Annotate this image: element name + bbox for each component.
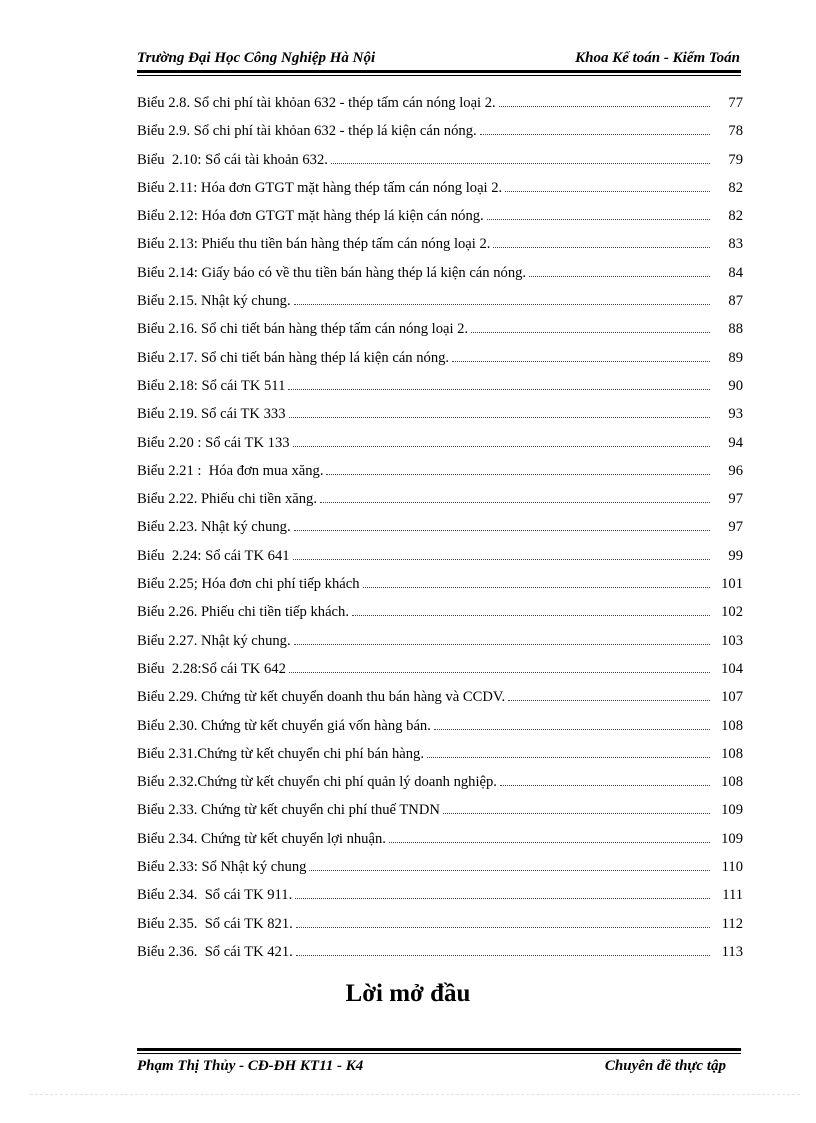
header-school-name: Trường Đại Học Công Nghiệp Hà Nội [137,50,376,66]
toc-entry [137,660,743,688]
toc-entry [137,830,743,858]
toc-entry-page: 78 [728,123,743,140]
toc-entry [137,632,743,660]
toc-entry-page: 103 [721,632,743,649]
toc-entry [137,801,743,829]
toc-entry-label: Biểu 2.10: Sổ cái tài khoản 632. [137,151,328,168]
toc-entry-label: Biểu 2.25; Hóa đơn chi phí tiếp khách [137,576,360,593]
toc-entry-label: Biểu 2.33: Sổ Nhật ký chung [137,859,307,876]
toc-entry-page: 83 [728,236,743,253]
toc-leader-dots [289,405,711,418]
toc-entry-page: 113 [721,943,743,960]
toc-entry-label: Biểu 2.34. Chứng từ kết chuyển lợi nhuận. [137,830,386,847]
toc-leader-dots [288,377,710,390]
header-department: Khoa Kế toán - Kiểm Toán [575,50,740,66]
toc-leader-dots [443,801,710,814]
toc-entry-page: 97 [728,491,743,508]
toc-entry [137,717,743,745]
toc-entry-page: 94 [728,434,743,451]
toc-entry-page: 101 [721,576,743,593]
toc-entry-label: Biểu 2.8. Sổ chi phí tài khỏan 632 - thép tấm cán nóng loại 2. [137,95,496,111]
table-of-contents [137,94,743,971]
toc-entry-page: 112 [721,915,743,932]
toc-leader-dots [352,603,710,616]
toc-leader-dots [294,292,710,305]
toc-leader-dots [487,207,710,220]
toc-leader-dots [320,490,710,503]
toc-leader-dots [289,660,710,673]
toc-entry-page: 96 [728,462,743,479]
toc-entry-label: Biểu 2.21 : Hóa đơn mua xăng. [137,462,324,479]
toc-leader-dots [363,575,710,588]
toc-entry-page: 90 [728,377,743,394]
header-rule-thin [137,75,741,76]
toc-entry-label: Biểu 2.30. Chứng từ kết chuyển giá vốn hàng bán. [137,717,431,734]
toc-entry-label: Biểu 2.20 : Sổ cái TK 133 [137,434,290,451]
section-heading: Lời mở đầu [345,980,471,1007]
toc-entry-page: 89 [728,349,743,366]
toc-entry-page: 82 [728,208,743,225]
toc-entry-page: 79 [728,151,743,168]
toc-entry-label: Biểu 2.26. Phiếu chi tiền tiếp khách. [137,604,349,621]
toc-entry-label: Biểu 2.14: Giấy báo có về thu tiền bán hàng thép lá kiện cán nóng. [137,264,527,281]
toc-leader-dots [505,179,710,192]
toc-leader-dots [296,915,710,928]
toc-entry [137,773,743,801]
toc-entry-label: Biểu 2.22. Phiếu chi tiền xăng. [137,491,317,508]
toc-leader-dots [326,462,710,475]
toc-entry-label: Biểu 2.35. Sổ cái TK 821. [137,915,293,932]
toc-entry-page: 108 [721,745,743,762]
toc-leader-dots [295,886,710,899]
toc-entry [137,575,743,603]
toc-entry-page: 111 [722,887,743,904]
toc-entry-label: Biểu 2.12: Hóa đơn GTGT mặt hàng thép lá kiện cán nóng. [137,208,484,225]
toc-entry [137,434,743,462]
toc-entry [137,377,743,405]
toc-entry-label: Biểu 2.11: Hóa đơn GTGT mặt hàng thép tấm cán nóng loại 2. [137,179,503,196]
toc-entry [137,886,743,914]
toc-entry-label: Biểu 2.15. Nhật ký chung. [137,293,291,310]
toc-entry-page: 82 [728,179,743,196]
toc-leader-dots [293,547,710,560]
toc-entry-label: Biểu 2.33. Chứng từ kết chuyển chi phí thuế TNDN [137,802,440,819]
footer-rule-thick [137,1048,741,1051]
toc-leader-dots [434,717,710,730]
toc-entry-page: 108 [721,717,743,734]
toc-entry-page: 109 [721,802,743,819]
toc-entry-label: Biểu 2.34. Sổ cái TK 911. [137,887,293,904]
toc-entry-page: 104 [721,660,743,677]
toc-leader-dots [508,688,710,701]
toc-leader-dots [389,830,710,843]
toc-entry-page: 110 [721,859,743,876]
toc-entry [137,122,743,150]
toc-entry-label: Biểu 2.32.Chứng từ kết chuyển chi phí quản lý doanh nghiệp. [137,774,497,791]
toc-leader-dots [294,518,710,531]
toc-entry [137,688,743,716]
toc-entry-label: Biểu 2.16. Sổ chi tiết bán hàng thép tấm cán nóng loại 2. [137,321,469,338]
toc-entry-page: 102 [721,604,743,621]
toc-entry [137,462,743,490]
toc-entry-page: 107 [721,689,743,706]
toc-leader-dots [452,349,710,362]
toc-leader-dots [294,632,710,645]
toc-entry-label: Biểu 2.23. Nhật ký chung. [137,519,291,536]
toc-entry [137,745,743,773]
toc-entry [137,490,743,518]
toc-entry-label: Biểu 2.17. Sổ chi tiết bán hàng thép lá kiện cán nóng. [137,349,450,366]
toc-entry [137,94,743,122]
toc-entry [137,179,743,207]
toc-entry-page: 108 [721,774,743,791]
toc-leader-dots [471,320,710,333]
toc-entry-page: 109 [721,830,743,847]
toc-leader-dots [309,858,710,871]
toc-entry [137,943,743,971]
page-footer [137,1054,740,1076]
toc-entry [137,349,743,377]
toc-leader-dots [493,235,710,248]
toc-entry-label: Biểu 2.36. Sổ cái TK 421. [137,943,293,960]
toc-entry [137,264,743,292]
header-rule-thick [137,70,741,73]
toc-entry-label: Biểu 2.18: Sổ cái TK 511 [137,377,286,394]
toc-entry [137,235,743,263]
toc-leader-dots [296,943,710,956]
footer-doc-type: Chuyên đề thực tập [604,1058,726,1074]
toc-entry [137,405,743,433]
toc-entry [137,292,743,320]
toc-entry-label: Biểu 2.24: Sổ cái TK 641 [137,547,290,564]
footer-author: Phạm Thị Thủy - CĐ-ĐH KT11 - K4 [137,1058,364,1074]
toc-leader-dots [480,122,710,135]
toc-entry [137,151,743,179]
toc-entry-label: Biểu 2.19. Sổ cái TK 333 [137,406,286,423]
toc-entry [137,915,743,943]
toc-entry-page: 93 [728,406,743,423]
page-edge-dashes [30,1094,800,1096]
page-header [137,47,740,69]
toc-leader-dots [499,94,710,107]
toc-entry [137,518,743,546]
toc-entry-page: 77 [728,95,743,111]
toc-entry-label: Biểu 2.29. Chứng từ kết chuyển doanh thu bán hàng và CCDV. [137,689,506,706]
toc-entry [137,547,743,575]
toc-entry-label: Biểu 2.27. Nhật ký chung. [137,632,291,649]
toc-entry-page: 87 [728,293,743,310]
toc-entry [137,603,743,631]
toc-entry-page: 99 [728,547,743,564]
toc-leader-dots [293,434,710,447]
toc-entry-label: Biểu 2.13: Phiếu thu tiền bán hàng thép tấm cán nóng loại 2. [137,236,491,253]
toc-leader-dots [529,264,710,277]
toc-entry [137,858,743,886]
toc-entry-label: Biểu 2.28:Sổ cái TK 642 [137,660,286,677]
toc-entry-page: 88 [728,321,743,338]
toc-entry-label: Biểu 2.9. Sổ chi phí tài khỏan 632 - thép lá kiện cán nóng. [137,123,477,140]
toc-entry-label: Biểu 2.31.Chứng từ kết chuyển chi phí bán hàng. [137,745,424,762]
toc-entry-page: 97 [728,519,743,536]
toc-entry [137,320,743,348]
toc-leader-dots [500,773,710,786]
toc-entry-page: 84 [728,264,743,281]
toc-leader-dots [427,745,710,758]
toc-entry [137,207,743,235]
toc-leader-dots [331,151,710,164]
